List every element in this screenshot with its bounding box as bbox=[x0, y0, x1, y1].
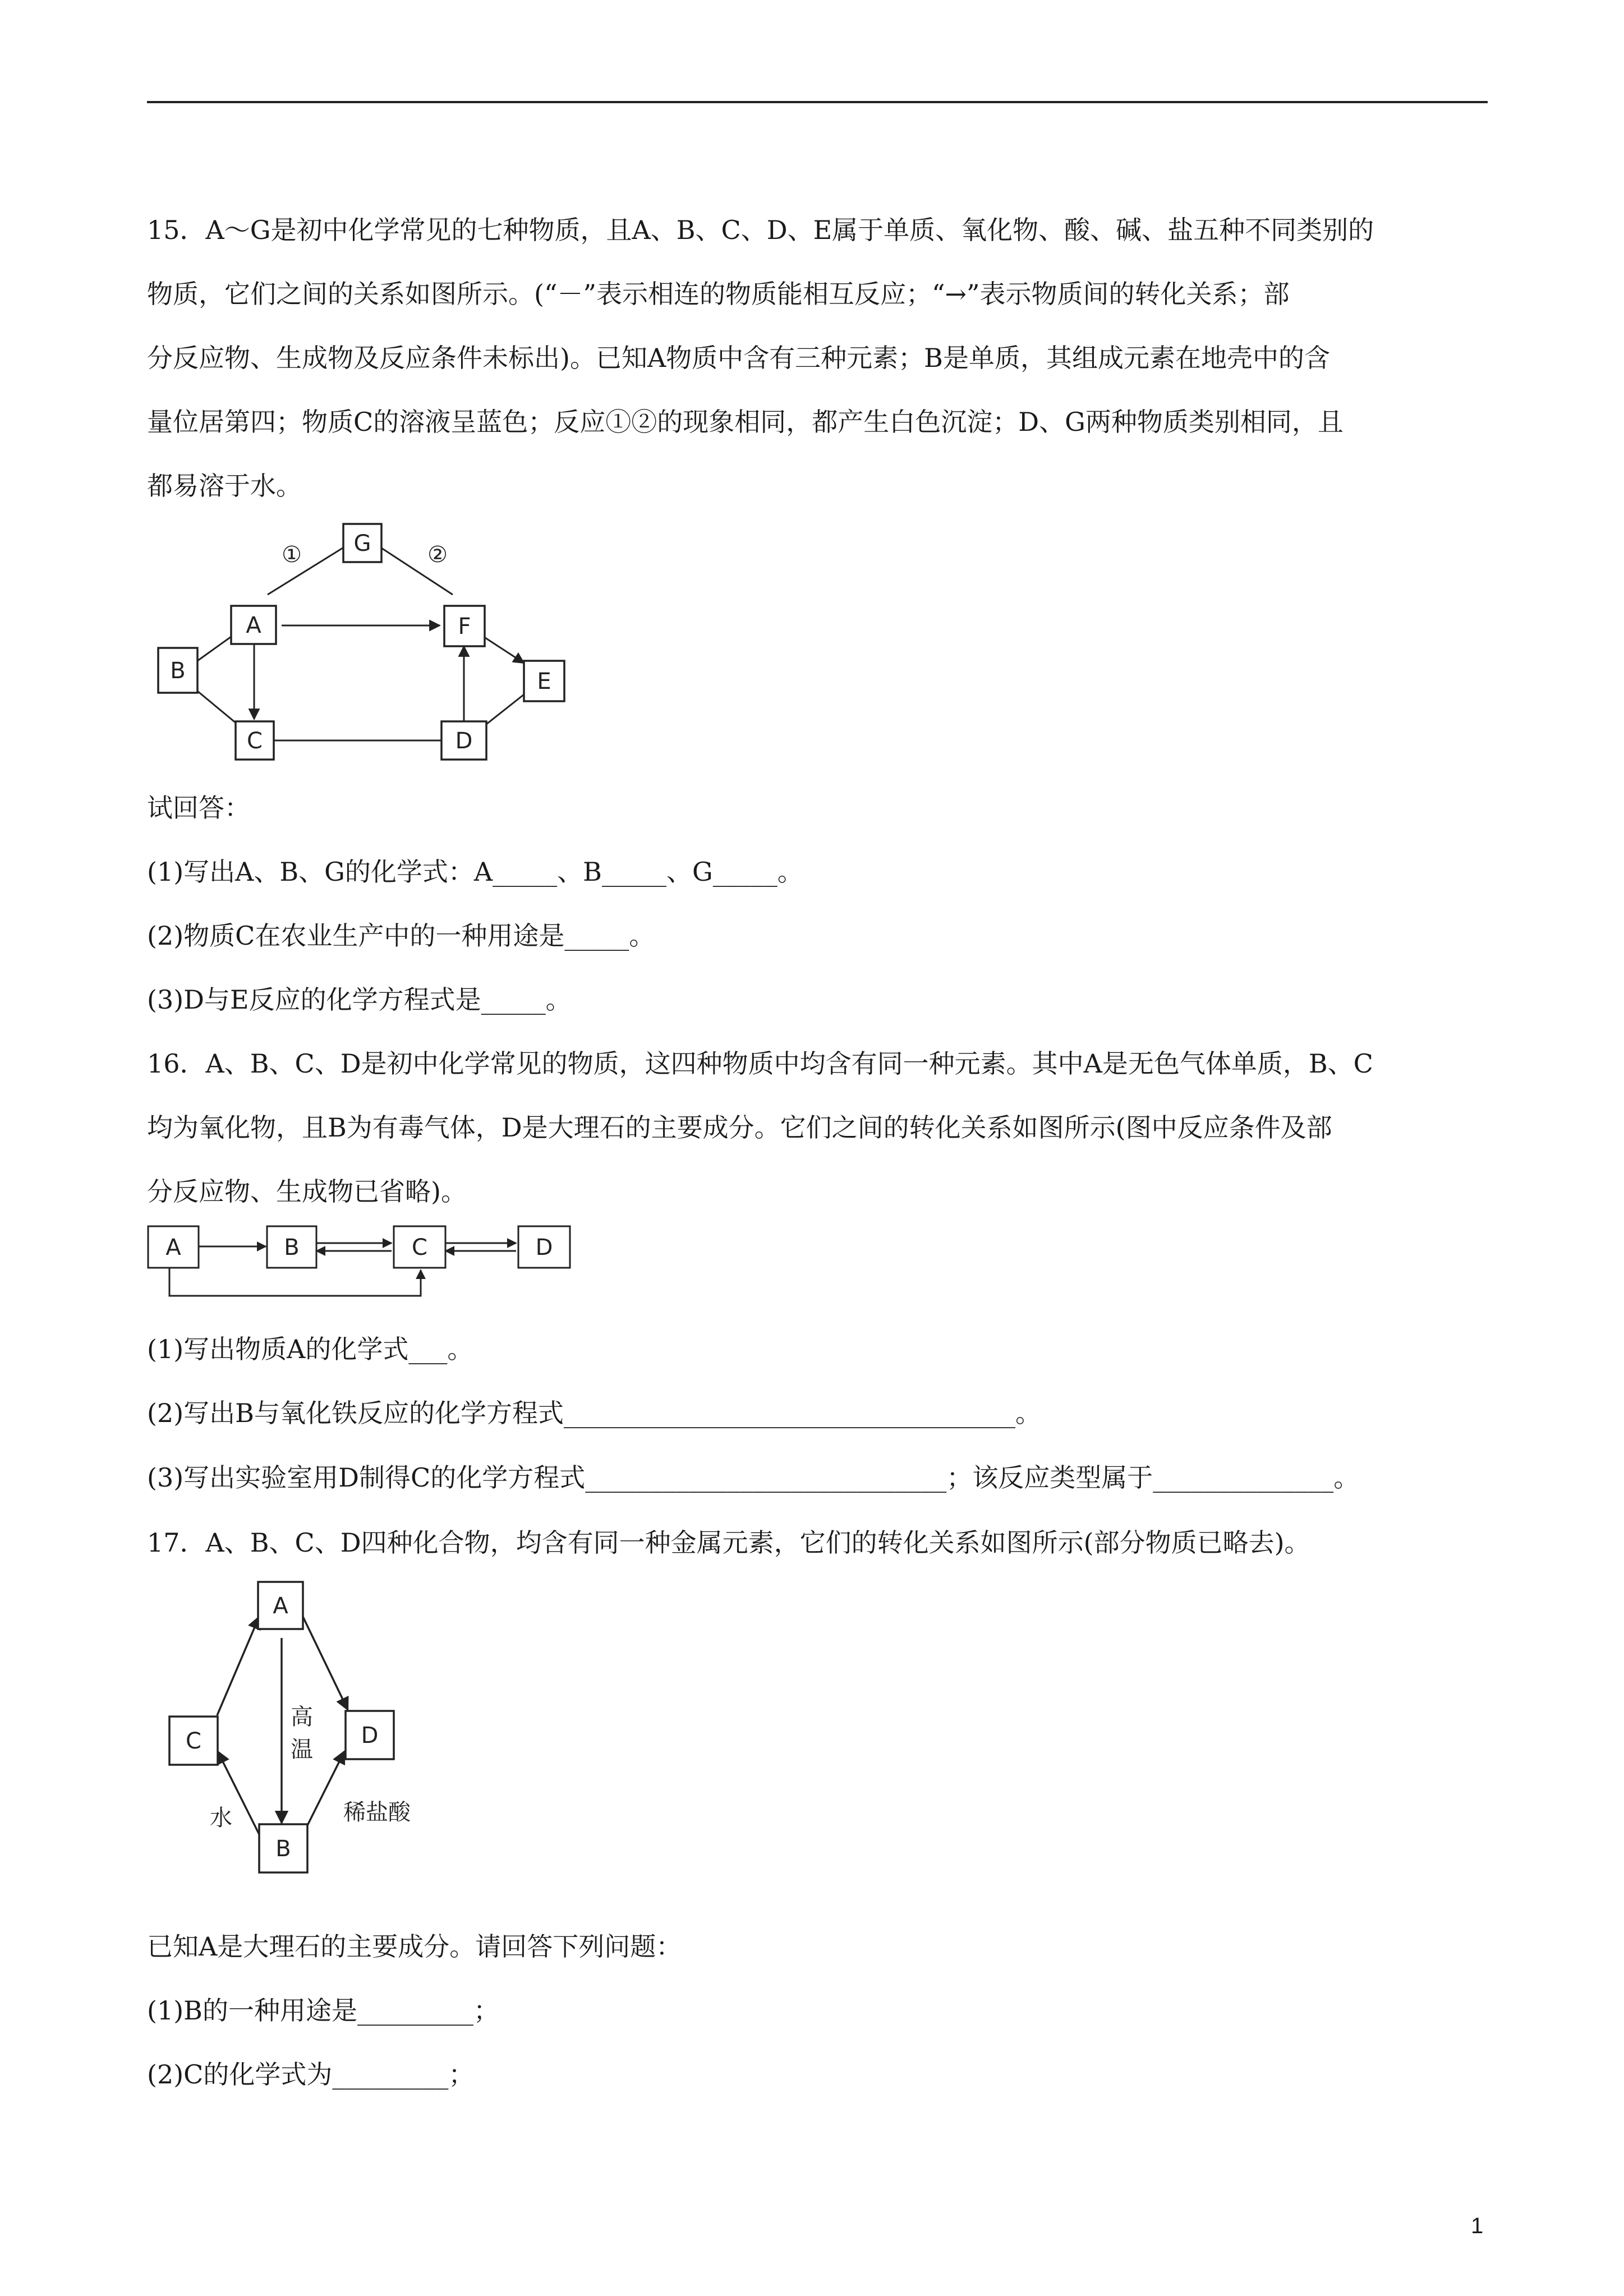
q17-label-water: 水 bbox=[210, 1805, 232, 1831]
q17-label-high-2: 温 bbox=[291, 1737, 313, 1763]
q15-marker-1: ① bbox=[282, 542, 302, 568]
q15-link-A-G bbox=[268, 547, 344, 595]
q15-node-F: F bbox=[458, 614, 471, 639]
q16-subquestion-1: (1)写出物质A的化学式___。 bbox=[147, 1334, 473, 1364]
q15-diagram bbox=[147, 516, 573, 774]
q15-line-3: 分反应物、生成物及反应条件未标出)。已知A物质中含有三种元素；B是单质，其组成元素在地壳中的含 bbox=[147, 343, 1330, 373]
q15-subquestion-3: (3)D与E反应的化学方程式是_____。 bbox=[147, 984, 572, 1015]
q16-subquestion-3: (3)写出实验室用D制得C的化学方程式____________________________；该反应类型属于______________。 bbox=[147, 1462, 1360, 1493]
q15-node-C: C bbox=[247, 728, 263, 754]
q15-prompt: 试回答： bbox=[147, 793, 250, 823]
q17-node-D: D bbox=[361, 1723, 379, 1749]
q17-arrow-A-D bbox=[303, 1617, 348, 1710]
q16-line-2: 均为氧化物，且B为有毒气体，D是大理石的主要成分。它们之间的转化关系如图所示(图中反应条件及部 bbox=[147, 1112, 1332, 1143]
q15-arrow-F-E bbox=[484, 637, 524, 663]
q15-node-G: G bbox=[353, 531, 371, 556]
q17-node-B: B bbox=[275, 1836, 291, 1862]
q16-node-A: A bbox=[165, 1235, 181, 1260]
q15-link-A-B bbox=[197, 637, 231, 661]
q17-node-C: C bbox=[186, 1728, 201, 1754]
q17-line-2: 已知A是大理石的主要成分。请回答下列问题： bbox=[147, 1931, 682, 1962]
q17-diagram bbox=[147, 1576, 461, 1890]
header-rule bbox=[147, 101, 1488, 103]
q17-subquestion-1: (1)B的一种用途是_________； bbox=[147, 1995, 499, 2026]
q16-subquestion-2: (2)写出B与氧化铁反应的化学方程式___________________________________。 bbox=[147, 1398, 1041, 1428]
q15-link-D-E bbox=[484, 694, 524, 726]
q15-line-5: 都易溶于水。 bbox=[147, 471, 302, 501]
q16-node-C: C bbox=[412, 1235, 427, 1260]
q16-line-3: 分反应物、生成物已省略)。 bbox=[147, 1176, 467, 1207]
q15-line-2: 物质，它们之间的关系如图所示。(“－”表示相连的物质能相互反应；“→”表示物质间的转化关系；部 bbox=[147, 279, 1290, 309]
q15-link-B-C bbox=[197, 691, 237, 724]
q16-node-D: D bbox=[535, 1235, 553, 1260]
q16-node-B: B bbox=[284, 1235, 300, 1260]
q15-line-4: 量位居第四；物质C的溶液呈蓝色；反应①②的现象相同，都产生白色沉淀；D、G两种物质类别相同，且 bbox=[147, 407, 1344, 437]
q15-line-1: 15．A～G是初中化学常见的七种物质，且A、B、C、D、E属于单质、氧化物、酸、碱、盐五种不同类别的 bbox=[147, 215, 1374, 245]
q15-node-B: B bbox=[170, 658, 186, 684]
q16-line-1: 16．A、B、C、D是初中化学常见的物质，这四种物质中均含有同一种元素。其中A是无色气体单质，B、C bbox=[147, 1048, 1373, 1079]
page-number: 1 bbox=[1471, 2214, 1484, 2238]
q15-subquestion-1: (1)写出A、B、G的化学式：A_____、B_____、G_____。 bbox=[147, 857, 803, 887]
q16-arrow-A-C bbox=[169, 1268, 421, 1296]
q17-label-acid: 稀盐酸 bbox=[343, 1800, 411, 1825]
q16-diagram bbox=[147, 1223, 596, 1313]
q15-subquestion-2: (2)物质C在农业生产中的一种用途是_____。 bbox=[147, 921, 655, 951]
q17-arrow-C-A bbox=[217, 1617, 259, 1715]
q17-node-A: A bbox=[273, 1593, 288, 1619]
q17-subquestion-2: (2)C的化学式为_________； bbox=[147, 2059, 475, 2090]
q15-marker-2: ② bbox=[427, 542, 448, 568]
q15-node-D: D bbox=[455, 728, 473, 754]
q15-node-A: A bbox=[246, 613, 261, 638]
q17-line-1: 17．A、B、C、D四种化合物，均含有同一种金属元素，它们的转化关系如图所示(部分物质已略去)。 bbox=[147, 1527, 1310, 1558]
q17-arrow-B-D bbox=[303, 1751, 344, 1834]
q17-label-high-1: 高 bbox=[291, 1704, 313, 1730]
q15-node-E: E bbox=[537, 669, 551, 694]
